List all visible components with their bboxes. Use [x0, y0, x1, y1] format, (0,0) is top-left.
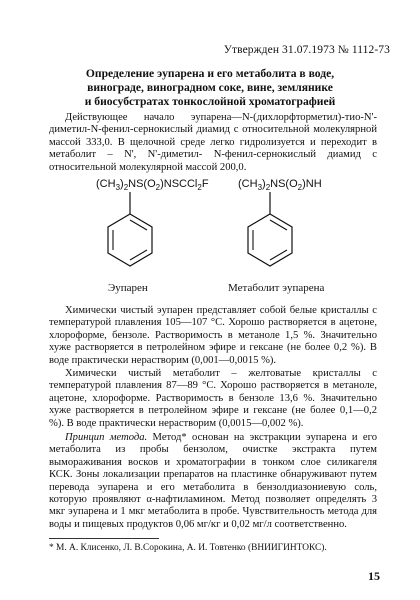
method-principle-heading: Принцип метода.: [65, 432, 148, 443]
page-number: 15: [368, 569, 380, 583]
benzene-ring-euparen: [100, 192, 160, 282]
metabolite-label: Метаболит эупарена: [228, 282, 325, 294]
footnote-divider: [49, 538, 159, 539]
approval-stamp: Утвержден 31.07.1973 № 1112-73: [223, 44, 390, 56]
title-line-1: Определение эупарена и его метаболита в воде,: [85, 67, 335, 80]
intro-paragraph: Действующее начало эупарена—N-(дихлорфторметил)-тио-N'-диметил-N-фенил-сернокислый диамид с относительной молекулярной массой 333,0. В щелочной среде легко гидролизуется и переходит в метаболит – N', N'-диметил- N-фенил-сернокислый диамид с относительной молекулярной массой 200,0.: [49, 112, 377, 173]
method-principle-body: Метод* основан на экстракции эупарена и его метаболита из пробы бензолом, очистке экстракта путем вымораживания восков и хроматографии в тонком слое силикагеля КСК. Зоны локализации препаратов на пластинке обнаруживают путем перевода эупарена и его метаболита в бензолдиазониевую соль, которую проявляют α-нафтиламином. Метод позволяет определять 3 мкг эупарена и 1 мкг метаболита в пробе. Чувствительность метода для воды и пищевых продуктов 0,06 мг/кг и 0,02 мг/л соответственно.: [49, 432, 377, 530]
euparen-label: Эупарен: [108, 282, 148, 294]
metabolite-properties-paragraph: Химически чистый метаболит – желтоватые кристаллы с температурой плавления 87—89 °С. Хорошо растворяется в метаноле, ацетоне, хлороформе. Растворимость в бензоле 13,6 %. Значительно хуже растворяется в петролейном эфире и гексане (не более 0,1—0,2 %). В воде практически нерастворим (0,0015—0,002 %).: [49, 368, 377, 429]
euparen-properties-paragraph: Химически чистый эупарен представляет собой белые кристаллы с температурой плавления 105—107 °С. Хорошо растворяется в ацетоне, хлороформе, бензоле. Растворимость в метаноле 1,5 %. Значительно хуже растворяется в петролейном эфире и гексане (не более 0,2 %). В воде практически нерастворим (0,001—0,0015 %).: [49, 305, 377, 366]
euparen-formula: $(CH_3)_2NS(O_2)NSCCl_2F$: [96, 178, 209, 193]
footnote: * М. А. Клисенко, Л. В.Сорокина, А. И. Товтенко (ВНИИГИНТОКС).: [49, 543, 327, 553]
title-line-2: винограде, виноградном соке, вине, землянике: [87, 81, 333, 94]
benzene-ring-metabolite: [240, 192, 300, 282]
title-line-3: и биосубстратах тонкослойной хроматографией: [84, 95, 336, 108]
method-principle-paragraph: [49, 432, 377, 531]
metabolite-formula: $(CH_3)_2NS(O_2)NH$: [238, 178, 322, 193]
document-title: [48, 67, 372, 109]
